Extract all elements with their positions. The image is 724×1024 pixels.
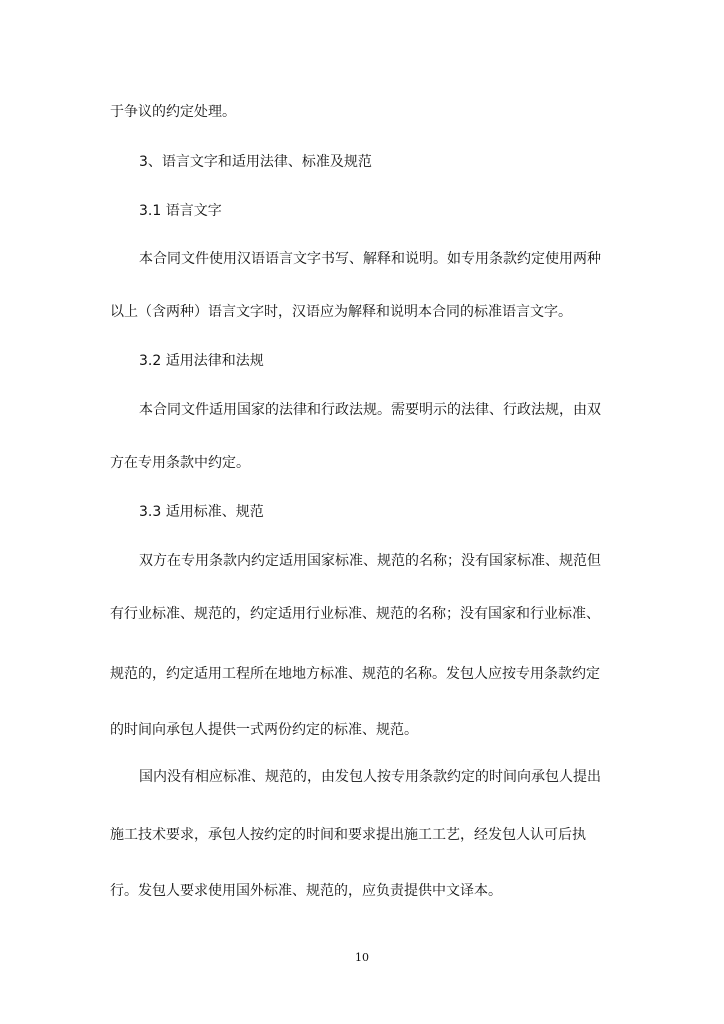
text-line: 有行业标准、规范的，约定适用行业标准、规范的名称；没有国家和行业标准、 [110, 606, 600, 622]
text-line: 行。发包人要求使用国外标准、规范的，应负责提供中文译本。 [110, 883, 502, 899]
text-line: 于争议的约定处理。 [110, 104, 236, 120]
subsection-heading: 3.3 适用标准、规范 [139, 504, 264, 520]
text-line: 本合同文件适用国家的法律和行政法规。需要明示的法律、行政法规，由双 [139, 402, 601, 418]
text-line: 施工技术要求，承包人按约定的时间和要求提出施工工艺，经发包人认可后执 [110, 827, 586, 843]
text-line: 的时间向承包人提供一式两份约定的标准、规范。 [110, 722, 418, 738]
subsection-heading: 3.1 语言文字 [139, 203, 222, 219]
text-line: 以上（含两种）语言文字时，汉语应为解释和说明本合同的标准语言文字。 [110, 304, 572, 320]
subsection-heading: 3.2 适用法律和法规 [139, 353, 264, 369]
text-line: 方在专用条款中约定。 [110, 455, 250, 471]
page-number: 10 [355, 951, 369, 964]
text-line: 国内没有相应标准、规范的，由发包人按专用条款约定的时间向承包人提出 [139, 769, 601, 785]
text-line: 双方在专用条款内约定适用国家标准、规范的名称；没有国家标准、规范但 [139, 553, 601, 569]
text-line: 规范的，约定适用工程所在地地方标准、规范的名称。发包人应按专用条款约定 [110, 666, 600, 682]
text-line: 本合同文件使用汉语语言文字书写、解释和说明。如专用条款约定使用两种 [139, 251, 601, 267]
section-heading: 3、语言文字和适用法律、标准及规范 [139, 154, 372, 170]
